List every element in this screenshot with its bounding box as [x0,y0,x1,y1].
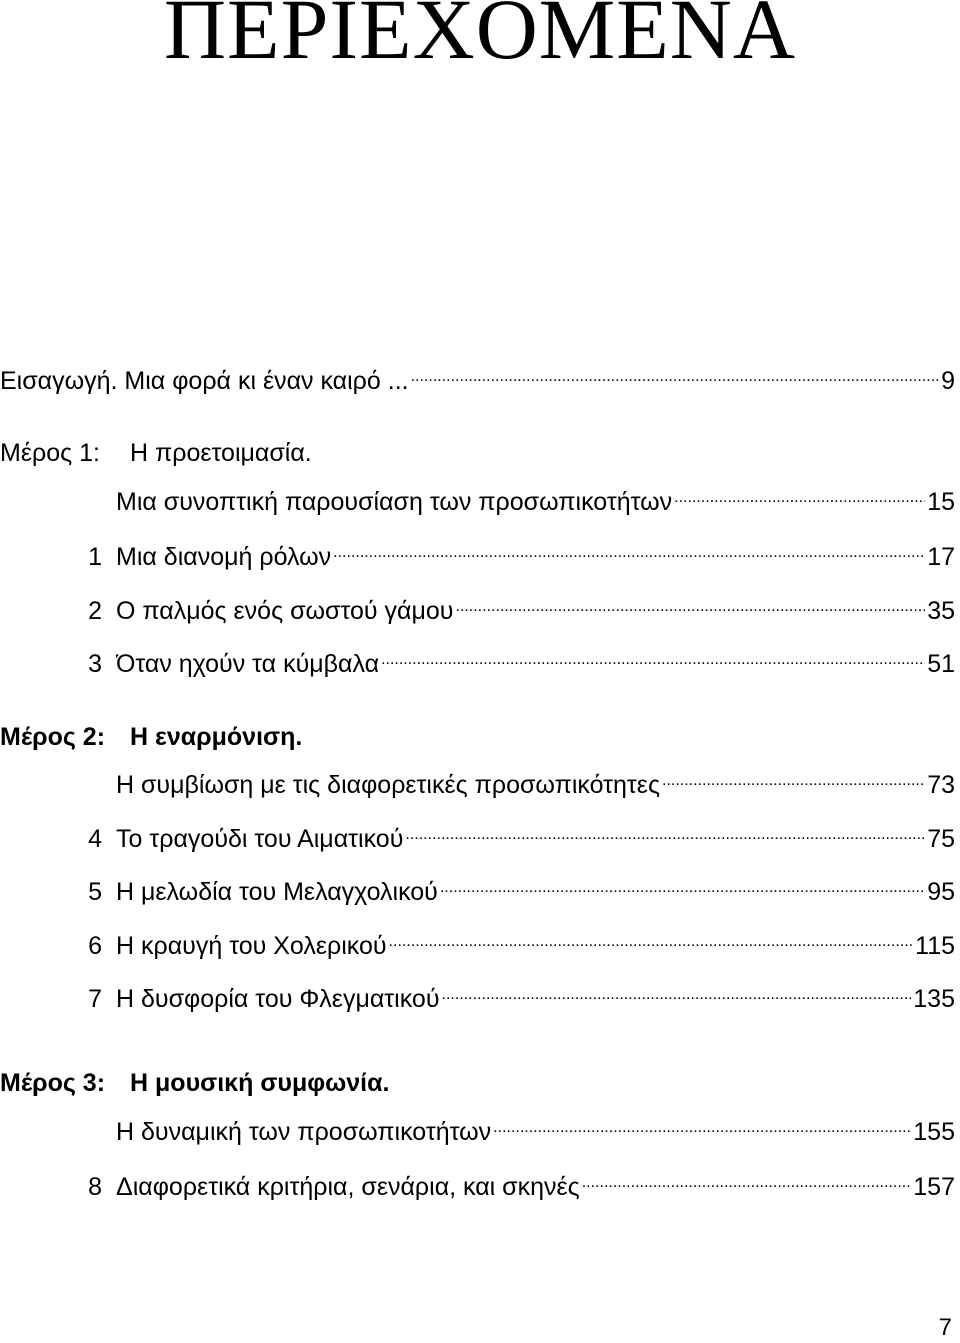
toc-entry-page: 135 [913,985,955,1013]
toc-entry-page: 15 [927,488,955,516]
toc-entry-title: Το τραγούδι του Αιματικού [116,825,404,853]
toc-entry-title: Όταν ηχούν τα κύμβαλα [116,650,380,678]
dot-leader [674,478,925,510]
part-name: Η εναρμόνιση. [130,723,303,751]
dot-leader [411,357,940,389]
toc-entry-title: Η δυναμική των προσωπικοτήτων [116,1118,492,1146]
toc-entry-title: Η μελωδία του Μελαγχολικού [116,878,438,906]
toc-entry[interactable] [0,1108,955,1146]
part-heading-2 [0,720,302,754]
dot-leader [405,815,925,847]
part-label: Μέρος 3: [0,1069,106,1097]
dot-leader [333,533,925,565]
toc-entry-title: Η συμβίωση με τις διαφορετικές προσωπικότητες [116,771,660,799]
toc-entry[interactable] [0,761,955,799]
dot-leader [381,640,925,672]
chapter-number: 8 [88,1173,102,1201]
toc-entry[interactable] [0,868,955,906]
dot-leader [442,975,912,1007]
chapter-number: 5 [88,878,102,906]
toc-entry-title: Η κραυγή του Χολερικού [116,932,387,960]
toc-entry-page: 9 [941,367,955,395]
toc-entry-page: 51 [927,650,955,678]
toc-entry-page: 73 [927,771,955,799]
part-name: Η προετοιμασία. [130,439,312,467]
dot-leader [440,868,925,900]
toc-entry-title: Μια συνοπτική παρουσίαση των προσωπικοτήτων [116,488,673,516]
part-heading-3 [0,1066,389,1100]
page-title: ΠΕΡΙΕΧΟΜΕΝΑ [163,0,797,77]
chapter-number: 2 [88,597,102,625]
part-label: Μέρος 2: [0,723,106,751]
chapter-number: 3 [88,650,102,678]
part-label: Μέρος 1: [0,439,100,467]
dot-leader [662,761,925,793]
chapter-number: 6 [88,932,102,960]
toc-entry[interactable] [0,478,955,516]
toc-entry-page: 75 [927,825,955,853]
chapter-number: 7 [88,985,102,1013]
dot-leader [455,587,925,619]
toc-entry-title: Ο παλμός ενός σωστού γάμου [116,597,454,625]
toc-entry[interactable] [0,1163,955,1201]
toc-entry[interactable] [0,815,955,853]
dot-leader [582,1163,912,1195]
chapter-number: 1 [88,543,102,571]
chapter-number: 4 [88,825,102,853]
toc-entry-page: 157 [913,1173,955,1201]
toc-entry-intro[interactable] [0,357,955,395]
toc-entry[interactable] [0,922,955,960]
toc-entry-page: 155 [913,1118,955,1146]
toc-entry-page: 35 [927,597,955,625]
part-name: Η μουσική συμφωνία. [130,1069,390,1097]
toc-entry-title: Μια διανομή ρόλων [116,543,332,571]
toc-entry-title: Η δυσφορία του Φλεγματικού [116,985,440,1013]
toc-entry[interactable] [0,533,955,571]
toc-entry-page: 95 [927,878,955,906]
toc-entry[interactable] [0,640,955,678]
toc-entry-page: 115 [915,932,955,960]
toc-entry[interactable] [0,975,955,1013]
part-heading-1 [0,436,312,470]
toc-entry-title: Εισαγωγή. Μια φορά κι έναν καιρό ... [0,367,409,395]
dot-leader [389,922,914,954]
page-number: 7 [938,1314,952,1341]
toc-entry-page: 17 [927,543,955,571]
dot-leader [493,1108,911,1140]
toc-entry-title: Διαφορετικά κριτήρια, σενάρια, και σκηνές [116,1173,580,1201]
toc-entry[interactable] [0,587,955,625]
